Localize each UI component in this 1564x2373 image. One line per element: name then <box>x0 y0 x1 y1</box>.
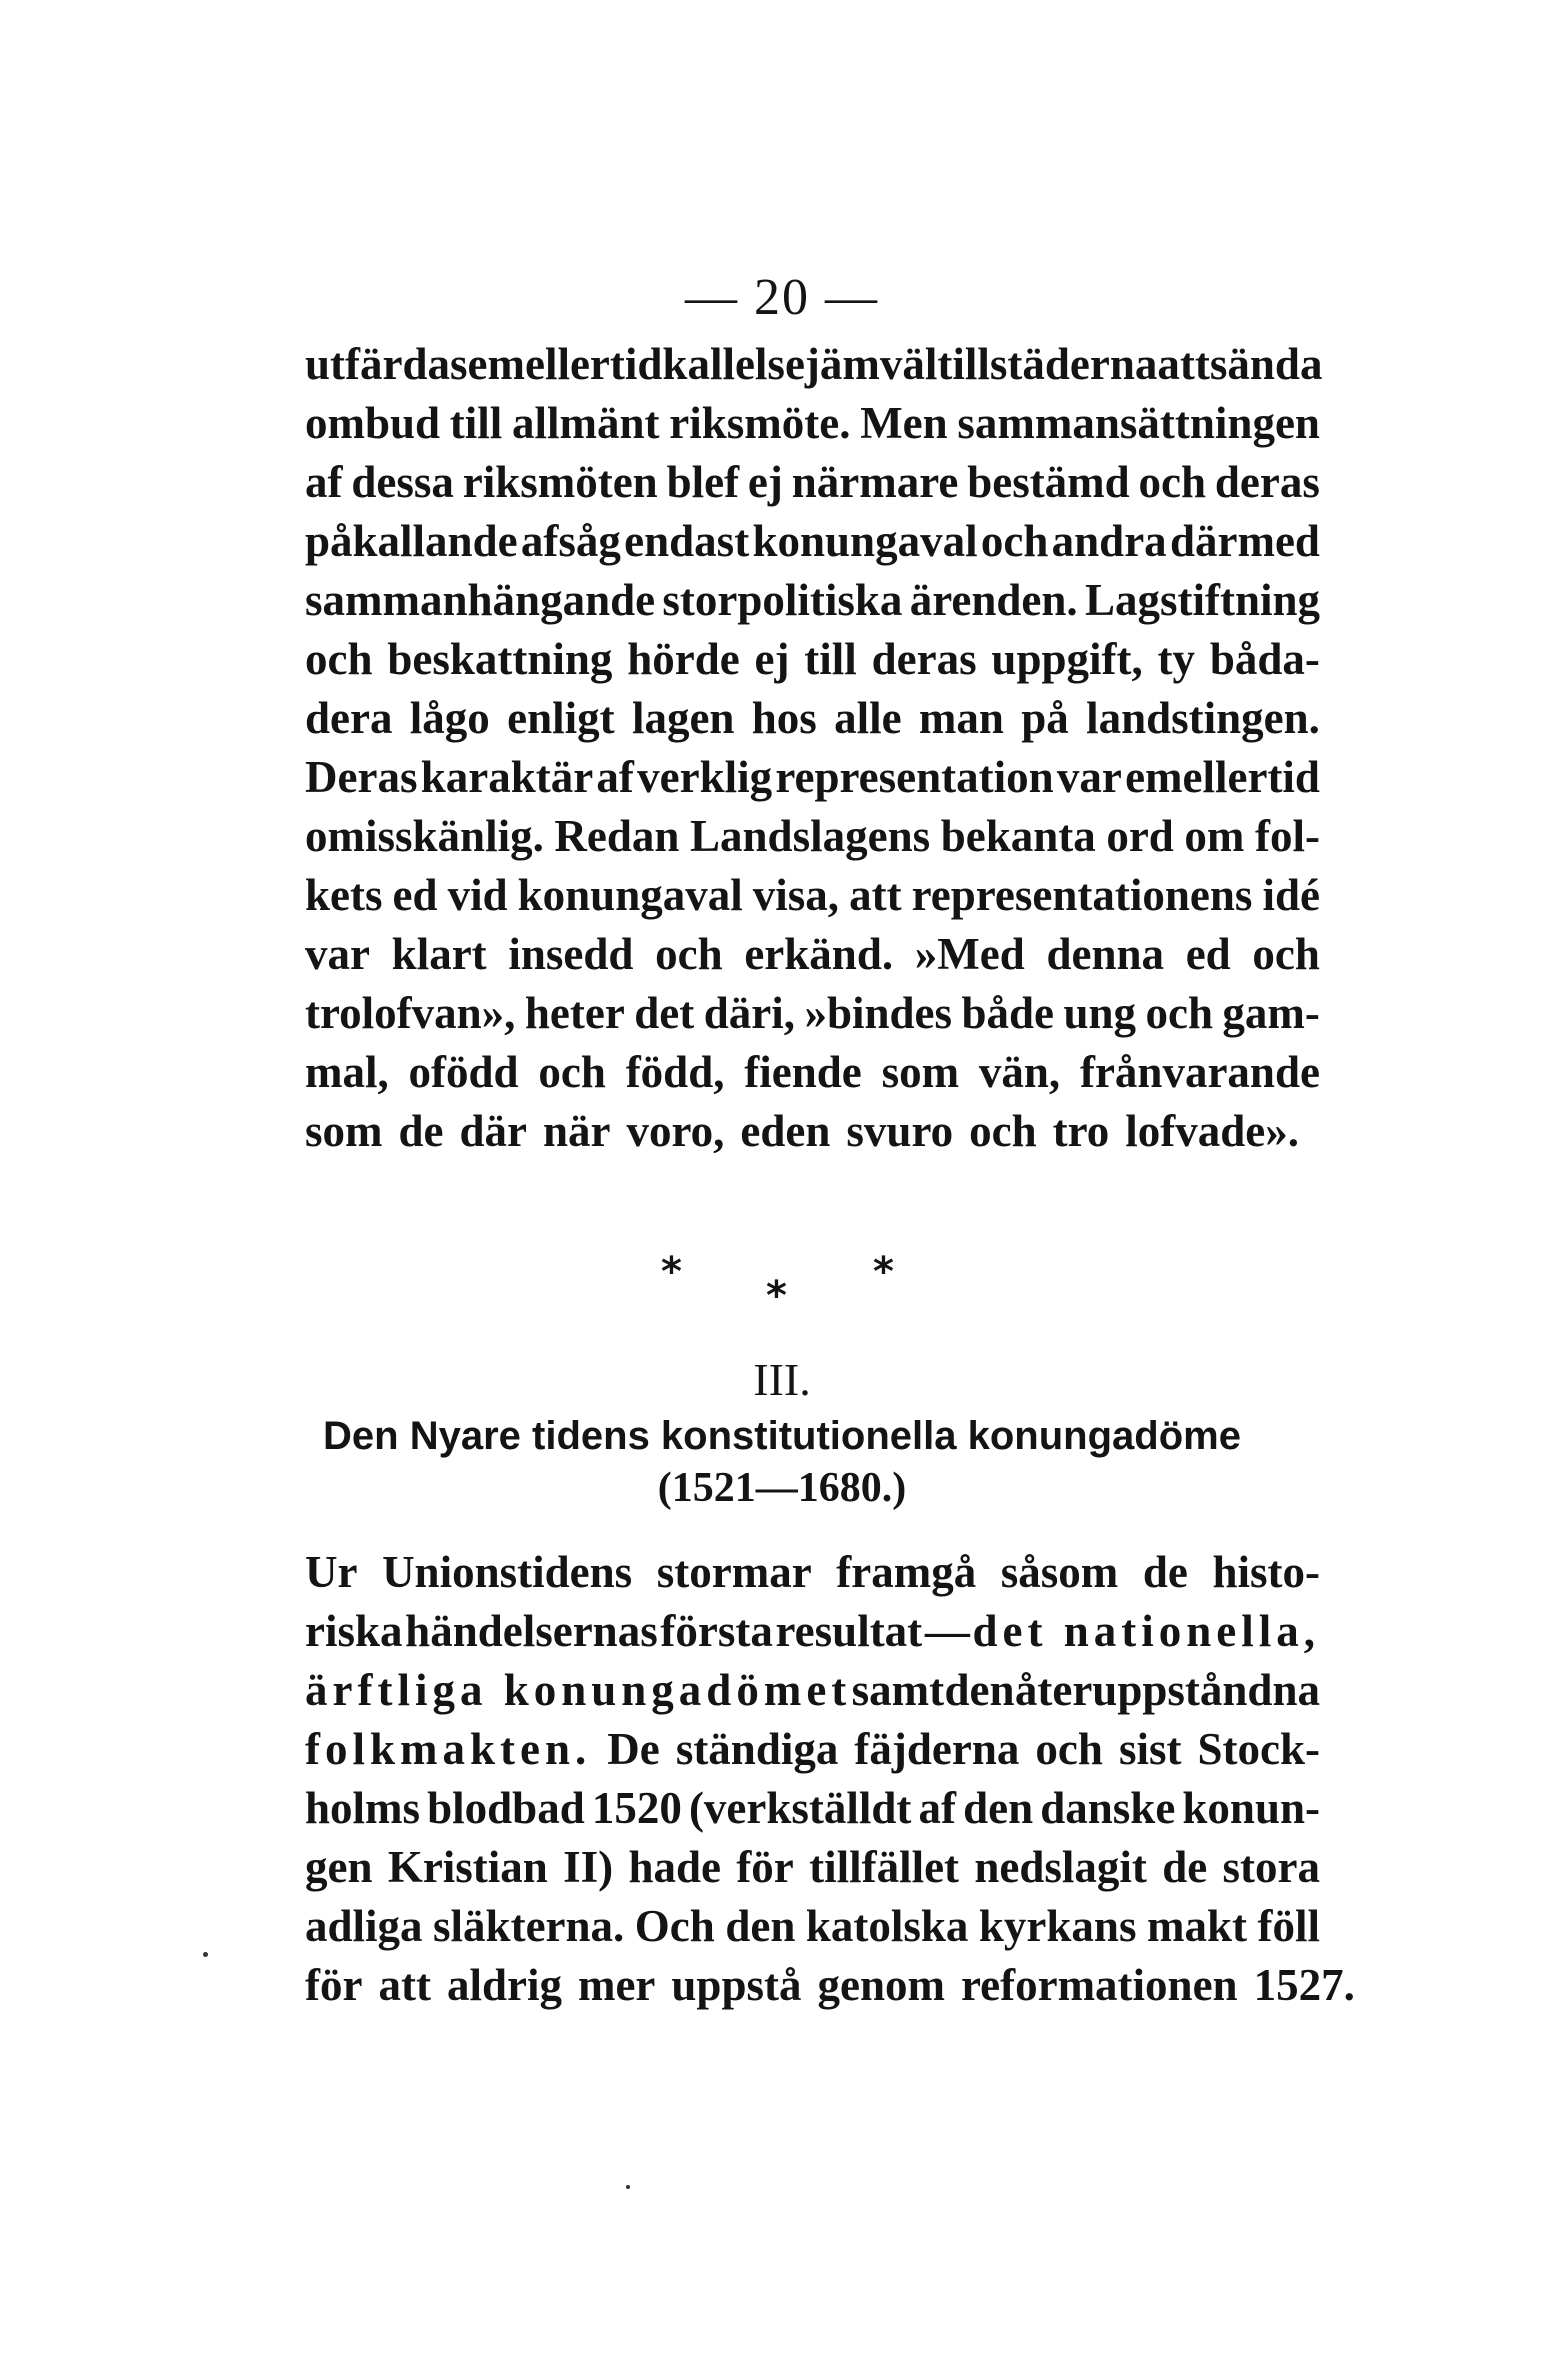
word: kets <box>305 870 383 920</box>
word: mer <box>577 1960 656 2010</box>
word: att <box>378 1960 431 2010</box>
section-dates: (1521—1680.) <box>657 1465 907 1511</box>
word: verklig <box>637 752 773 802</box>
word: ständiga <box>675 1724 839 1774</box>
word: folkmakten. <box>305 1724 592 1774</box>
word: samt <box>851 1665 945 1715</box>
word: katolska <box>805 1901 969 1951</box>
word: 1527. <box>1253 1960 1355 2010</box>
word: vän, <box>978 1047 1061 1097</box>
text-line <box>305 394 1320 453</box>
word: riksmöte. <box>669 398 851 448</box>
word: föll <box>1257 1901 1320 1951</box>
word: de <box>1162 1842 1208 1892</box>
word: att <box>849 870 902 920</box>
word: de <box>1142 1547 1188 1597</box>
word: och <box>655 929 723 979</box>
word: (verkställdt <box>688 1783 912 1833</box>
word: De <box>607 1724 660 1774</box>
word: nedslagit <box>974 1842 1147 1892</box>
word: eden <box>740 1106 831 1156</box>
word: »Med <box>914 929 1025 979</box>
word: född, <box>625 1047 725 1097</box>
margin-speck <box>203 1952 208 1957</box>
word: tro <box>1052 1106 1110 1156</box>
word: för <box>736 1842 794 1892</box>
word: städerna <box>989 339 1158 389</box>
text-line <box>305 1956 1355 2015</box>
asterism-star-center: * <box>766 1273 787 1319</box>
word: ej <box>754 634 790 684</box>
word: reformationen <box>960 1960 1238 2010</box>
text-line <box>305 1720 1320 1779</box>
text-line <box>305 512 1320 571</box>
word: och <box>1035 1724 1103 1774</box>
word: där <box>459 1106 527 1156</box>
word: uppgift, <box>991 634 1143 684</box>
word: Och <box>634 1901 715 1951</box>
word: på <box>1021 693 1069 743</box>
text-line <box>305 925 1320 984</box>
word: när <box>543 1106 611 1156</box>
word: ed <box>392 870 438 920</box>
word: deras <box>871 634 977 684</box>
word: för <box>305 1960 363 2010</box>
word: att <box>1157 339 1210 389</box>
word: kallelse <box>662 339 805 389</box>
word: den <box>725 1901 796 1951</box>
word: visa, <box>752 870 840 920</box>
paragraph-1 <box>305 335 1323 1161</box>
section-heading <box>0 1410 1564 1514</box>
word: ed <box>1185 929 1231 979</box>
word: af <box>918 1783 957 1833</box>
word: uppstå <box>671 1960 802 2010</box>
word: ty <box>1157 634 1196 684</box>
text-line <box>305 1838 1320 1897</box>
word: till <box>937 339 990 389</box>
word: resultat <box>775 1606 923 1656</box>
word: trolofvan», <box>305 988 516 1038</box>
asterism-star-right: * <box>873 1249 894 1295</box>
text-line <box>305 630 1320 689</box>
word: händelsernas <box>405 1606 658 1656</box>
word: och <box>980 516 1049 566</box>
word: idé <box>1262 870 1320 920</box>
word: klart <box>391 929 487 979</box>
word: aldrig <box>446 1960 562 2010</box>
margin-speck <box>626 2185 630 2189</box>
word: och <box>1252 929 1320 979</box>
text-line <box>305 1779 1320 1838</box>
word: representation <box>775 752 1054 802</box>
word: var <box>305 929 370 979</box>
word: emellertid <box>467 339 663 389</box>
word: till <box>804 634 857 684</box>
word: andra <box>1051 516 1167 566</box>
word: återuppståndna <box>1014 1665 1320 1715</box>
word: den <box>963 1783 1034 1833</box>
word: ord <box>1106 811 1174 861</box>
word: både <box>961 988 1054 1038</box>
word: danske <box>1040 1783 1176 1833</box>
word: afsåg <box>520 516 621 566</box>
word: endast <box>624 516 750 566</box>
text-line <box>305 335 1323 394</box>
word: ung <box>1063 988 1137 1038</box>
text-line <box>305 1543 1320 1602</box>
word: stora <box>1222 1842 1320 1892</box>
word: sända <box>1209 339 1323 389</box>
word: framgå <box>836 1547 977 1597</box>
word: konungaval <box>517 870 743 920</box>
word: båda- <box>1209 634 1320 684</box>
word: insedd <box>508 929 634 979</box>
word: hade <box>628 1842 721 1892</box>
word: Deras <box>305 752 418 802</box>
word: af <box>305 457 343 507</box>
word: landstingen. <box>1086 693 1320 743</box>
word: och <box>538 1047 606 1097</box>
word: Redan <box>554 811 680 861</box>
word: bekanta <box>940 811 1096 861</box>
section-number: III. <box>753 1354 811 1405</box>
word: heter <box>524 988 625 1038</box>
word: allmänt <box>512 398 660 448</box>
word: holms <box>305 1783 421 1833</box>
word: Unionstidens <box>382 1547 633 1597</box>
word: som <box>305 1106 383 1156</box>
word: det <box>634 988 695 1038</box>
word: fol- <box>1254 811 1320 861</box>
word: Kristian <box>387 1842 548 1892</box>
word: 1520 <box>591 1783 682 1833</box>
word: beskattning <box>387 634 613 684</box>
word: den <box>944 1665 1015 1715</box>
text-line <box>305 1897 1320 1956</box>
word: lagen <box>631 693 735 743</box>
text-line <box>305 748 1320 807</box>
section-title: Den Nyare tidens konstitutionella konungadöme <box>323 1414 1241 1458</box>
word: omisskänlig. <box>305 811 544 861</box>
text-line <box>305 1043 1320 1102</box>
word: dessa <box>351 457 454 507</box>
word: och <box>305 634 373 684</box>
word: blef <box>666 457 740 507</box>
word: vid <box>447 870 508 920</box>
word: histo- <box>1212 1547 1320 1597</box>
word: riska <box>305 1606 403 1656</box>
word: påkallande <box>305 516 518 566</box>
text-line <box>305 984 1320 1043</box>
word: var <box>1056 752 1122 802</box>
word: och <box>1138 457 1207 507</box>
text-line <box>305 1661 1320 1720</box>
word: II) <box>563 1842 614 1892</box>
word: och <box>1145 988 1213 1038</box>
word: hörde <box>627 634 740 684</box>
word: bestämd <box>967 457 1130 507</box>
word: därmed <box>1169 516 1320 566</box>
word: ombud <box>305 398 441 448</box>
asterism-star-left: * <box>661 1249 682 1295</box>
word: till <box>449 398 503 448</box>
word: frånvarande <box>1079 1047 1320 1097</box>
word: blodbad <box>427 1783 585 1833</box>
text-line <box>305 689 1320 748</box>
word: sist <box>1118 1724 1182 1774</box>
word: ofödd <box>408 1047 519 1097</box>
word: stormar <box>656 1547 812 1597</box>
word: mal, <box>305 1047 389 1097</box>
paragraph-2 <box>305 1543 1355 2015</box>
word: det nationella, <box>972 1606 1320 1656</box>
word: första <box>660 1606 773 1656</box>
word: adliga <box>305 1901 423 1951</box>
word: lofvade». <box>1125 1106 1300 1156</box>
word: närmare <box>791 457 959 507</box>
word: ärftliga konungadömet <box>305 1665 852 1715</box>
word: Stock- <box>1197 1724 1320 1774</box>
word: jämväl <box>804 339 938 389</box>
word: riksmöten <box>462 457 658 507</box>
word: såsom <box>1000 1547 1119 1597</box>
word: voro, <box>626 1106 725 1156</box>
word: tillfället <box>809 1842 960 1892</box>
word: alle <box>834 693 902 743</box>
word: deras <box>1214 457 1320 507</box>
word: man <box>918 693 1004 743</box>
word: konun- <box>1182 1783 1320 1833</box>
word: lågo <box>409 693 490 743</box>
text-line <box>305 453 1320 512</box>
word: sammanhängande <box>305 575 656 625</box>
word: kyrkans <box>978 1901 1137 1951</box>
word: fiende <box>744 1047 862 1097</box>
word: hos <box>751 693 817 743</box>
word: denna <box>1046 929 1165 979</box>
word: emellertid <box>1125 752 1320 802</box>
word: utfärdas <box>305 339 468 389</box>
word: storpolitiska <box>662 575 903 625</box>
word: karaktär <box>420 752 594 802</box>
word: svuro <box>846 1106 954 1156</box>
word: gen <box>305 1842 373 1892</box>
word: gam- <box>1222 988 1320 1038</box>
word: Men <box>860 398 948 448</box>
text-line <box>305 1102 1320 1161</box>
text-line <box>305 571 1320 630</box>
word: ärenden. <box>909 575 1078 625</box>
word: — <box>924 1606 970 1656</box>
word: Landslagens <box>690 811 931 861</box>
word: konungaval <box>752 516 978 566</box>
text-line <box>305 866 1320 925</box>
word: makt <box>1146 1901 1247 1951</box>
word: erkänd. <box>744 929 894 979</box>
word: genom <box>817 1960 945 2010</box>
word: representationens <box>911 870 1253 920</box>
word: enligt <box>507 693 615 743</box>
word: och <box>969 1106 1037 1156</box>
word: Ur <box>305 1547 358 1597</box>
word: af <box>596 752 634 802</box>
word: om <box>1184 811 1245 861</box>
word: de <box>398 1106 444 1156</box>
word: däri, <box>703 988 795 1038</box>
word: fäjderna <box>854 1724 1020 1774</box>
word: släkterna. <box>433 1901 625 1951</box>
word: sammansättningen <box>957 398 1320 448</box>
word: »bindes <box>804 988 953 1038</box>
word: ej <box>747 457 783 507</box>
word: som <box>881 1047 960 1097</box>
text-line <box>305 1602 1320 1661</box>
word: dera <box>305 693 393 743</box>
text-line <box>305 807 1320 866</box>
page-number: — 20 — <box>685 269 879 326</box>
word: Lagstiftning <box>1084 575 1320 625</box>
